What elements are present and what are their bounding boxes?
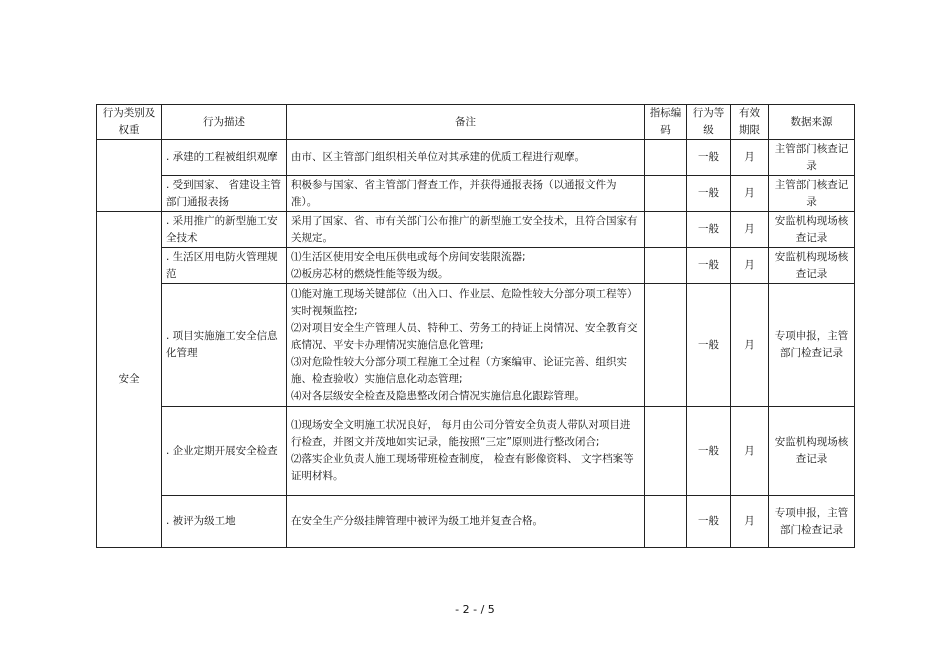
header-level: 行为等级: [687, 105, 731, 140]
description-cell: . 生活区用电防火管理规范: [162, 248, 287, 284]
remark-line: ⑴能对施工现场关键部位（出入口、作业层、危险性较大分部分项工程等）实时视频监控;: [291, 287, 638, 317]
source-cell: 专项申报，主管部门检查记录: [769, 284, 855, 407]
description-cell: . 承建的工程被组织观摩: [162, 140, 287, 176]
remark-line: 采用了国家、省、市有关部门公布推广的新型施工安全技术，且符合国家有关规定。: [291, 214, 638, 244]
table-row: [97, 496, 855, 548]
indicator-code-cell: [645, 176, 687, 212]
validity-cell: 月: [731, 248, 769, 284]
validity-cell: 月: [731, 140, 769, 176]
category-cell: 安全: [97, 212, 162, 548]
indicator-code-cell: [645, 140, 687, 176]
source-cell: 主管部门核查记录: [769, 176, 855, 212]
source-cell: 安监机构现场核查记录: [769, 212, 855, 248]
source-cell: 安监机构现场核查记录: [769, 407, 855, 496]
level-cell: 一般: [687, 248, 731, 284]
indicator-code-cell: [645, 248, 687, 284]
source-cell: 专项申报，主管部门检查记录: [769, 496, 855, 548]
validity-cell: 月: [731, 496, 769, 548]
remarks-cell: [287, 496, 645, 548]
header-source: 数据来源: [769, 105, 855, 140]
indicator-code-cell: [645, 407, 687, 496]
source-cell: 主管部门核查记录: [769, 140, 855, 176]
validity-cell: 月: [731, 284, 769, 407]
table-header-row: [97, 105, 855, 140]
description-cell: . 被评为级工地: [162, 496, 287, 548]
table-row: [97, 212, 855, 248]
table-row: [97, 176, 855, 212]
remark-line: ⑷对各层级安全检查及隐患整改闭合情况实施信息化跟踪管理。: [291, 389, 585, 402]
table-row: [97, 284, 855, 407]
remarks-cell: [287, 248, 645, 284]
header-remarks: 备注: [287, 105, 645, 140]
remarks-cell: [287, 407, 645, 496]
header-description: 行为描述: [162, 105, 287, 140]
remark-line: ⑴生活区使用安全电压供电或每个房间安装限流器;: [291, 250, 526, 263]
level-cell: 一般: [687, 176, 731, 212]
description-cell: . 采用推广的新型施工安全技术: [162, 212, 287, 248]
level-cell: 一般: [687, 212, 731, 248]
category-cell: [97, 140, 162, 212]
remark-line: ⑵板房芯材的燃烧性能等级为级。: [291, 267, 449, 280]
header-category: 行为类别及权重: [97, 105, 162, 140]
remark-line: 由市、区主管部门组织相关单位对其承建的优质工程进行观摩。: [291, 151, 585, 163]
remark-line: ⑵对项目安全生产管理人员、特种工、劳务工的持证上岗情况、安全教育交底情况、平安卡办理情况实施信息化管理;: [291, 321, 638, 351]
source-cell: 安监机构现场核查记录: [769, 248, 855, 284]
validity-cell: 月: [731, 407, 769, 496]
remarks-cell: [287, 176, 645, 212]
indicator-code-cell: [645, 496, 687, 548]
remarks-cell: [287, 284, 645, 407]
validity-cell: 月: [731, 176, 769, 212]
description-cell: . 项目实施施工安全信息化管理: [162, 284, 287, 407]
remark-line: 在安全生产分级挂牌管理中被评为级工地并复查合格。: [291, 515, 543, 527]
table-row: [97, 140, 855, 176]
validity-cell: 月: [731, 212, 769, 248]
remarks-cell: [287, 212, 645, 248]
level-cell: 一般: [687, 140, 731, 176]
remarks-cell: [287, 140, 645, 176]
description-cell: . 企业定期开展安全检查: [162, 407, 287, 496]
indicator-code-cell: [645, 212, 687, 248]
level-cell: 一般: [687, 407, 731, 496]
remark-line: 积极参与国家、省主管部门督查工作，并获得通报表扬（以通报文件为准）。: [291, 178, 617, 208]
level-cell: 一般: [687, 496, 731, 548]
remark-line: ⑴现场安全文明施工状况良好， 每月由公司分管安全负责人带队对项目进行检查，并图文并茂地如实记录，能按照“三定”原则进行整改闭合;: [291, 419, 631, 448]
level-cell: 一般: [687, 284, 731, 407]
table-row: [97, 407, 855, 496]
page-number: - 2 - / 5: [455, 603, 495, 616]
header-validity: 有效期限: [731, 105, 769, 140]
behavior-table: [96, 104, 855, 548]
table-body: [97, 140, 855, 548]
description-cell: . 受到国家、 省建设主管部门通报表扬: [162, 176, 287, 212]
header-indicator-code: 指标编码: [645, 105, 687, 140]
remark-line: ⑵落实企业负责人施工现场带班检查制度， 检查有影像资料、 文字档案等证明材料。: [291, 453, 634, 482]
table-row: [97, 248, 855, 284]
indicator-code-cell: [645, 284, 687, 407]
remark-line: ⑶对危险性较大分部分项工程施工全过程（方案编审、论证完善、组织实施、检查验收）实施信息化动态管理;: [291, 355, 627, 385]
